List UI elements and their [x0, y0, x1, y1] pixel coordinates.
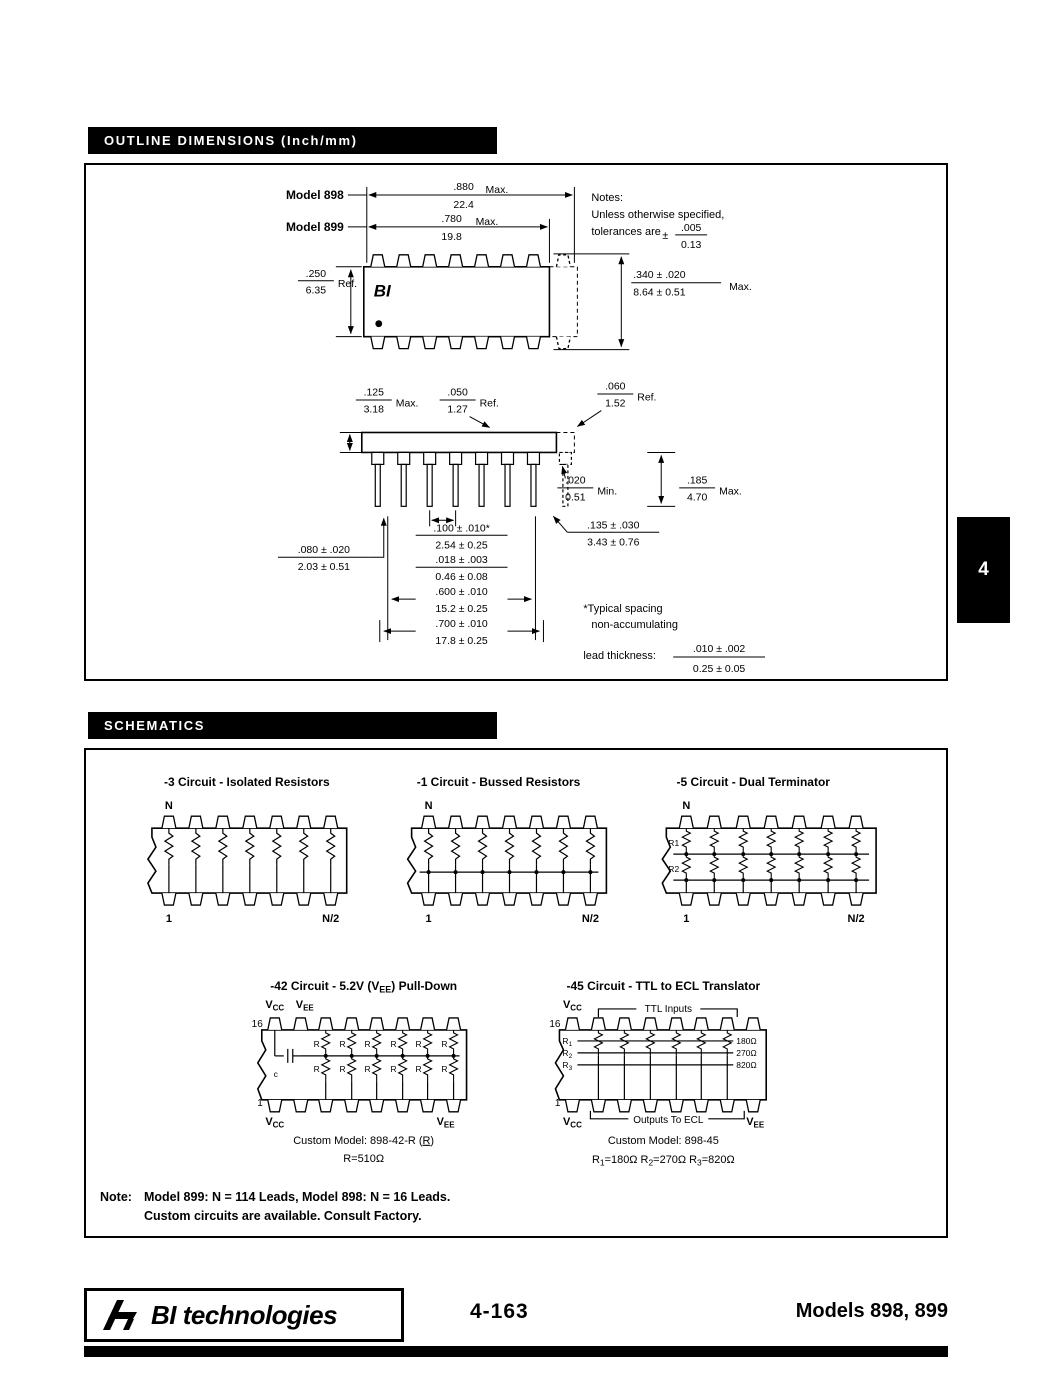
- pin-icon: [565, 1100, 579, 1112]
- page-number: 4-163: [470, 1300, 529, 1323]
- pin-icon: [679, 893, 693, 905]
- pin-icon: [669, 1018, 683, 1030]
- pin-icon: [294, 1018, 308, 1030]
- pin-icon: [707, 816, 721, 828]
- schematic-3-title: -3 Circuit - Isolated Resistors: [164, 775, 330, 790]
- res-value-820: 820Ω: [736, 1059, 757, 1070]
- dip-side-extension: [556, 432, 574, 452]
- svg-text:15.2 ± 0.25: 15.2 ± 0.25: [435, 604, 488, 616]
- svg-text:17.8 ± 0.25: 17.8 ± 0.25: [435, 636, 488, 648]
- dim-880-suffix: Max.: [485, 184, 509, 196]
- pin-icon: [475, 255, 489, 267]
- dim-185: [647, 452, 742, 506]
- pin-icon: [720, 1018, 734, 1030]
- pin-icon: [669, 1100, 683, 1112]
- r-label: R: [415, 1038, 422, 1049]
- r-label: R: [364, 1038, 371, 1049]
- typical-spacing-1: *Typical spacing: [583, 603, 663, 616]
- svg-text:.080 ± .020: .080 ± .020: [297, 545, 351, 557]
- schematics-header: [88, 712, 497, 739]
- svg-text:.020: .020: [565, 475, 586, 487]
- schematic-45-title: -45 Circuit - TTL to ECL Translator: [566, 978, 761, 993]
- pin-icon: [526, 337, 540, 349]
- pin-icon: [529, 816, 543, 828]
- schematic-1-bussed: [408, 775, 607, 925]
- res-value-180: 180Ω: [736, 1035, 757, 1046]
- pin-icon: [371, 337, 385, 349]
- pin-icon: [370, 1018, 384, 1030]
- svg-text:.185: .185: [686, 475, 708, 487]
- svg-text:.340 ± .020: .340 ± .020: [633, 269, 686, 281]
- note-lines: [144, 1188, 450, 1226]
- pin-icon: [370, 1100, 384, 1112]
- pin-icon: [297, 893, 311, 905]
- pin-n-label: N: [424, 800, 433, 813]
- svg-text:.018 ± .003: .018 ± .003: [435, 555, 488, 567]
- pin-icon: [565, 1018, 579, 1030]
- dim-050: [440, 388, 499, 428]
- svg-text:Min.: Min.: [597, 486, 618, 498]
- r-values-45: $R_1=180\Omega$ $R_2=270\Omega$ $R_3=820\Omega$: [591, 1153, 735, 1168]
- pin-icon: [821, 816, 835, 828]
- svg-text:Ref.: Ref.: [637, 392, 657, 404]
- svg-text:Ref.: Ref.: [337, 278, 358, 290]
- dim-600: [392, 587, 532, 615]
- r2-label: R2: [668, 864, 680, 875]
- dim-080: [278, 518, 384, 573]
- svg-text:1.52: 1.52: [605, 398, 626, 410]
- pin-icon: [556, 893, 570, 905]
- pin-icon: [821, 893, 835, 905]
- svg-text:.100 ± .010*: .100 ± .010*: [433, 523, 490, 535]
- pin-icon: [746, 1018, 760, 1030]
- pin1-dot: [375, 320, 382, 327]
- pin-icon: [324, 893, 338, 905]
- pin-icon: [421, 1100, 435, 1112]
- pin-icon: [556, 337, 570, 349]
- r-label: R: [313, 1038, 320, 1049]
- svg-text:6.35: 6.35: [305, 285, 327, 297]
- pin-n2-label: N/2: [581, 913, 599, 926]
- pin-icon: [591, 1100, 605, 1112]
- r3-label: $R_3$: [562, 1059, 573, 1072]
- svg-text:.050: .050: [447, 387, 468, 399]
- section-tab: 4: [957, 517, 1010, 623]
- pin-icon: [345, 1018, 359, 1030]
- pin-1-label: 1: [554, 1097, 561, 1109]
- schematic-45-translator: [549, 979, 766, 1167]
- pin-icon: [243, 816, 257, 828]
- svg-text:2.54 ± 0.25: 2.54 ± 0.25: [435, 540, 488, 552]
- ttl-bracket-right: [700, 1009, 737, 1017]
- pin-16-label: 16: [549, 1018, 561, 1030]
- pin-icon: [449, 893, 463, 905]
- outline-drawing: [86, 165, 946, 679]
- pin-icon: [189, 816, 203, 828]
- pin-icon: [720, 1100, 734, 1112]
- dim-780-num: .780: [441, 213, 462, 225]
- typical-spacing-2: non-accumulating: [591, 619, 678, 632]
- pin-icon: [764, 816, 778, 828]
- pin-icon: [268, 1100, 282, 1112]
- pin-16-label: 16: [251, 1018, 263, 1030]
- svg-text:Max.: Max.: [719, 486, 742, 498]
- pin-icon: [447, 1100, 461, 1112]
- r-label: R: [313, 1063, 320, 1074]
- svg-text:3.18: 3.18: [363, 404, 384, 416]
- schematic-3-isolated: [148, 775, 347, 925]
- pin-icon: [529, 893, 543, 905]
- r-value-42: R=510Ω: [343, 1152, 385, 1165]
- svg-text:3.43 ± 0.76: 3.43 ± 0.76: [587, 537, 640, 549]
- pin-icon: [849, 893, 863, 905]
- svg-text:0.51: 0.51: [565, 492, 586, 504]
- schematic-5-title: -5 Circuit - Dual Terminator: [676, 775, 830, 790]
- res-value-270: 270Ω: [736, 1047, 757, 1058]
- dip-side-view: [278, 382, 765, 675]
- r2-label: $R_2$: [562, 1047, 573, 1060]
- brand-name: BI technologies: [151, 1299, 338, 1330]
- svg-text:tolerances are: tolerances are: [591, 225, 661, 238]
- pin-icon: [397, 255, 411, 267]
- pin-icon: [746, 1100, 760, 1112]
- r-label: R: [415, 1063, 422, 1074]
- pin-icon: [475, 337, 489, 349]
- r-label: R: [339, 1063, 346, 1074]
- dim-780-suffix: Max.: [475, 216, 499, 228]
- dim-880-num: .880: [453, 181, 474, 193]
- outline-dimensions-box: [84, 163, 948, 681]
- ttl-bracket-left: [598, 1009, 636, 1017]
- pin-icon: [501, 255, 515, 267]
- note-line-1: Model 899: N = 114 Leads, Model 898: N = 16 Leads.: [143, 1190, 451, 1204]
- bottom-rule: [84, 1346, 948, 1357]
- dim-780-den: 19.8: [441, 231, 462, 243]
- r-label: R: [441, 1038, 448, 1049]
- pin-icon: [476, 816, 490, 828]
- svg-text:1.27: 1.27: [447, 404, 468, 416]
- pin-icon: [422, 816, 436, 828]
- pin-icon: [243, 893, 257, 905]
- vee-bottom-label: $V_{EE}$: [746, 1115, 765, 1130]
- dim-lead-thickness: [673, 644, 765, 675]
- svg-text:Ref.: Ref.: [479, 398, 499, 410]
- models-label: Models 898, 899: [795, 1300, 948, 1322]
- pin-icon: [792, 893, 806, 905]
- dim-018: [416, 555, 508, 583]
- pin-1-label: 1: [257, 1097, 263, 1109]
- dim-135: [553, 516, 659, 548]
- model-899-label: Model 899: [285, 219, 344, 234]
- pin-icon: [268, 1018, 282, 1030]
- pin-icon: [501, 337, 515, 349]
- svg-text:8.64 ± 0.51: 8.64 ± 0.51: [633, 287, 686, 299]
- r1-label: R1: [668, 838, 680, 849]
- pin-icon: [270, 893, 284, 905]
- pin-icon: [764, 893, 778, 905]
- svg-text:±: ±: [662, 229, 669, 242]
- note-label: Note:: [100, 1190, 132, 1204]
- note-line-2: Custom circuits are available. Consult Factory.: [143, 1208, 422, 1223]
- note: [100, 1188, 450, 1226]
- outputs-label: Outputs To ECL: [633, 1114, 704, 1126]
- pin-icon: [324, 816, 338, 828]
- schematic-1-title: -1 Circuit - Bussed Resistors: [416, 775, 581, 790]
- pin-icon: [736, 816, 750, 828]
- lead-icon: [502, 452, 514, 506]
- r-label: R: [390, 1063, 397, 1074]
- custom-model-42: Custom Model: 898-42-R (R): [293, 1134, 435, 1147]
- pin-icon: [591, 1018, 605, 1030]
- svg-text:0.25 ± 0.05: 0.25 ± 0.05: [692, 664, 746, 676]
- r-label: R: [339, 1038, 346, 1049]
- lead-icon: [476, 452, 488, 506]
- ttl-inputs-label: TTL Inputs: [644, 1003, 692, 1015]
- pin-icon: [503, 816, 517, 828]
- pin-n-label: N: [164, 800, 173, 813]
- pin-icon: [526, 255, 540, 267]
- package-outline: [408, 828, 607, 893]
- svg-text:Notes:: Notes:: [591, 191, 624, 204]
- pin-icon: [707, 893, 721, 905]
- svg-text:Max.: Max.: [729, 281, 752, 293]
- r1-label: $R_1$: [562, 1035, 573, 1048]
- pin-icon: [556, 816, 570, 828]
- schematics-drawing: [86, 750, 946, 1184]
- svg-text:Unless otherwise specified,: Unless otherwise specified,: [591, 208, 725, 221]
- pin-icon: [397, 337, 411, 349]
- model-898-label: Model 898: [285, 187, 344, 202]
- custom-model-45: Custom Model: 898-45: [607, 1134, 719, 1147]
- pin-icon: [422, 893, 436, 905]
- vcc-label: $V_{CC}$: [562, 998, 582, 1013]
- dip-top-view: [286, 182, 752, 350]
- pin-icon: [319, 1100, 333, 1112]
- pin-icon: [396, 1100, 410, 1112]
- pin-1-label: 1: [425, 913, 432, 926]
- dim-340: [553, 254, 751, 350]
- pin-icon: [556, 255, 570, 267]
- pin-1-label: 1: [683, 913, 690, 926]
- notes-block: [591, 192, 724, 251]
- pin-icon: [694, 1018, 708, 1030]
- svg-text:.250: .250: [305, 268, 327, 280]
- lead-thickness-label: lead thickness:: [583, 650, 656, 663]
- vcc-bottom-label: $V_{CC}$: [265, 1115, 285, 1130]
- pin-icon: [694, 1100, 708, 1112]
- schematics-box: [84, 748, 948, 1238]
- pin-icon: [849, 816, 863, 828]
- pin-icon: [345, 1100, 359, 1112]
- vcc-label: $V_{CC}$: [265, 998, 285, 1013]
- pin-icon: [396, 1018, 410, 1030]
- pin-icon: [617, 1100, 631, 1112]
- chip-logo: BI: [373, 281, 391, 301]
- pin-icon: [503, 893, 517, 905]
- r-label: R: [364, 1063, 371, 1074]
- pin-icon: [216, 893, 230, 905]
- cap-label: c: [273, 1068, 278, 1079]
- pin-icon: [162, 816, 176, 828]
- dip-body-extension: [549, 267, 577, 337]
- pin-icon: [617, 1018, 631, 1030]
- pin-icon: [643, 1100, 657, 1112]
- footer-logo-box: [84, 1288, 404, 1342]
- pin-icon: [294, 1100, 308, 1112]
- outline-dimensions-header: [88, 127, 497, 154]
- svg-text:.010 ± .002: .010 ± .002: [692, 644, 746, 656]
- pin-icon: [423, 255, 437, 267]
- pin-n2-label: N/2: [322, 913, 340, 926]
- pin-icon: [792, 816, 806, 828]
- svg-text:4.70: 4.70: [686, 492, 708, 504]
- vee-bottom-label: $V_{EE}$: [436, 1115, 455, 1130]
- vcc-bottom-label: $V_{CC}$: [562, 1115, 582, 1130]
- svg-text:.125: .125: [363, 387, 384, 399]
- pin-icon: [162, 893, 176, 905]
- pin-icon: [449, 816, 463, 828]
- svg-text:.060: .060: [605, 381, 626, 393]
- dim-250: [298, 267, 362, 337]
- pin-n-label: N: [682, 800, 691, 813]
- pin-icon: [319, 1018, 333, 1030]
- schematics-header-label: SCHEMATICS: [104, 718, 205, 733]
- pin-icon: [643, 1018, 657, 1030]
- pin-icon: [679, 816, 693, 828]
- pin-icon: [476, 893, 490, 905]
- svg-text:2.03 ± 0.51: 2.03 ± 0.51: [297, 562, 351, 574]
- pin-icon: [449, 255, 463, 267]
- svg-text:.005: .005: [680, 222, 702, 234]
- dim-880-den: 22.4: [453, 199, 474, 211]
- outline-header-label: OUTLINE DIMENSIONS (Inch/mm): [104, 133, 358, 148]
- dim-700: [384, 619, 540, 647]
- lead-icon: [398, 452, 410, 506]
- svg-text:0.46 ± 0.08: 0.46 ± 0.08: [435, 572, 488, 584]
- package-outline: [258, 1030, 467, 1100]
- pin-icon: [270, 816, 284, 828]
- pin-icon: [371, 255, 385, 267]
- pin-icon: [447, 1018, 461, 1030]
- lead-icon: [372, 452, 384, 506]
- dim-060: [577, 382, 656, 427]
- vee-label: $V_{EE}$: [295, 998, 314, 1013]
- lead-icon: [424, 452, 436, 506]
- svg-text:Max.: Max.: [395, 398, 419, 410]
- schematic-42-pulldown: [252, 979, 467, 1165]
- svg-text:.135 ± .030: .135 ± .030: [587, 520, 640, 532]
- svg-text:.600 ± .010: .600 ± .010: [435, 587, 488, 599]
- pin-icon: [421, 1018, 435, 1030]
- package-outline: [148, 828, 347, 893]
- pin-icon: [189, 893, 203, 905]
- dip-body: [364, 267, 550, 337]
- schematic-42-title: -42 Circuit - 5.2V $(V_{EE})$ Pull-Down: [270, 978, 458, 995]
- r-label: R: [441, 1063, 448, 1074]
- pin-icon: [736, 893, 750, 905]
- pin-icon: [297, 816, 311, 828]
- pin-icon: [449, 337, 463, 349]
- schematic-5-dual-terminator: [662, 775, 876, 925]
- pin-icon: [423, 337, 437, 349]
- bi-logo-icon: [97, 1296, 141, 1334]
- pin-icon: [583, 816, 597, 828]
- svg-text:.700 ± .010: .700 ± .010: [435, 619, 488, 631]
- dip-body-side: [362, 432, 557, 452]
- r-label: R: [390, 1038, 397, 1049]
- pin-n2-label: N/2: [847, 913, 865, 926]
- pin-1-label: 1: [165, 913, 172, 926]
- dim-100: [416, 510, 508, 551]
- lead-icon: [450, 452, 462, 506]
- svg-text:0.13: 0.13: [680, 239, 702, 251]
- lead-icon: [527, 452, 539, 506]
- pin-icon: [216, 816, 230, 828]
- pin-icon: [583, 893, 597, 905]
